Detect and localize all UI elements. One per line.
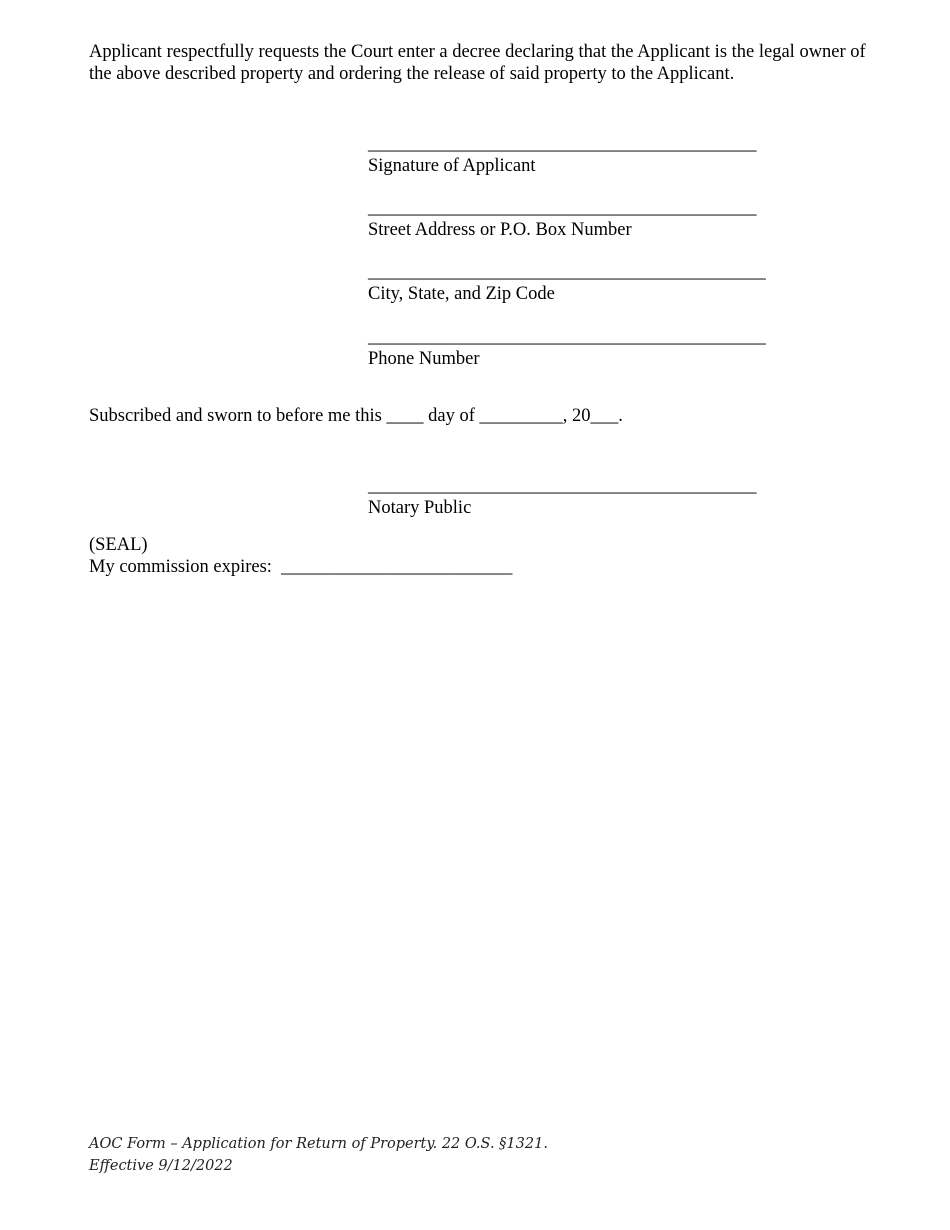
phone-number-line[interactable]: ___________________________________________: [368, 327, 766, 347]
commission-expires: My commission expires: _________________________: [89, 557, 513, 577]
notary-label: Notary Public: [368, 498, 472, 518]
notary-block: [368, 475, 757, 519]
city-state-zip-label: City, State, and Zip Code: [368, 284, 555, 304]
footer-effective-date: Effective 9/12/2022: [89, 1158, 233, 1174]
signature-applicant-block: [368, 133, 757, 177]
footer-form-title: AOC Form – Application for Return of Property. 22 O.S. §1321.: [89, 1136, 548, 1152]
city-state-zip-line[interactable]: ___________________________________________: [368, 262, 766, 282]
notary-signature-line[interactable]: __________________________________________: [368, 476, 757, 496]
city-state-zip-block: [368, 261, 766, 305]
seal-label: (SEAL): [89, 535, 148, 555]
phone-number-label: Phone Number: [368, 349, 480, 369]
street-address-label: Street Address or P.O. Box Number: [368, 220, 632, 240]
sworn-statement: Subscribed and sworn to before me this ____ day of _________, 20___.: [89, 406, 623, 426]
form-footer: [89, 1133, 548, 1177]
phone-number-block: [368, 326, 766, 370]
intro-paragraph: Applicant respectfully requests the Court enter a decree declaring that the Applicant is the legal owner of the above described property and ordering the release of said property to the Applicant.: [89, 42, 866, 84]
signature-applicant-line[interactable]: __________________________________________: [368, 134, 757, 154]
street-address-line[interactable]: __________________________________________: [368, 198, 757, 218]
signature-applicant-label: Signature of Applicant: [368, 156, 536, 176]
seal-block: [89, 534, 512, 578]
street-address-block: [368, 197, 757, 241]
